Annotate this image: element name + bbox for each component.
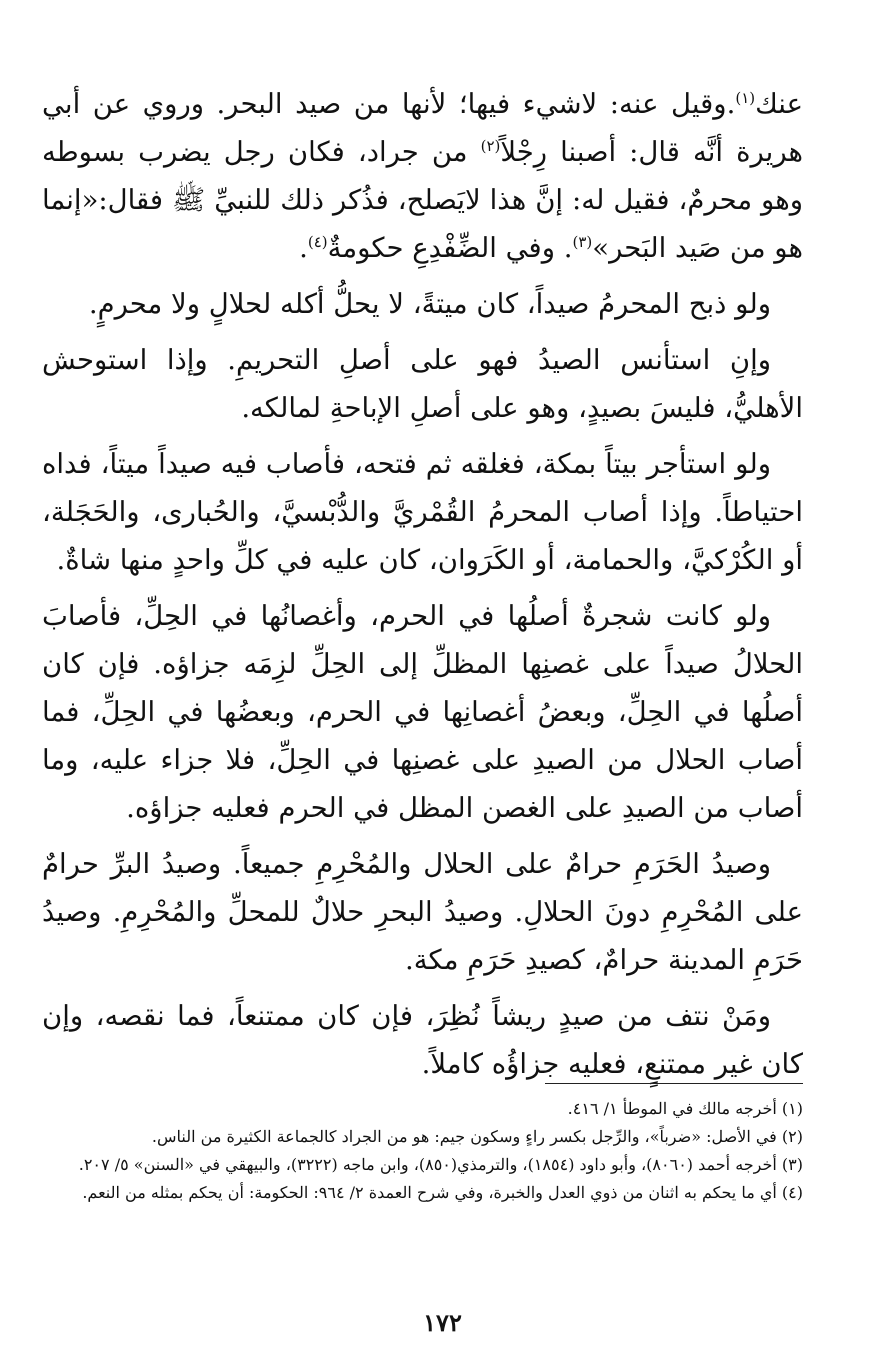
footnote-separator — [545, 1083, 803, 1084]
main-text — [42, 80, 803, 1096]
paragraph-7: ومَنْ نتف من صيدٍ ريشاً نُظِرَ، فإن كان ممتنعاً، فما نقصه، وإن كان غير ممتنعٍ، فعليه جزاؤُه كاملاً. — [42, 1000, 803, 1080]
text-run: من جراد، فكان رجل يضرب بسوطه وهو محرمٌ، فقيل له: إنَّ هذا لايَصلح، فذُكر ذلك للنبيِّ ﷺ فقال:«إنما هو من صَيد البَحر» — [42, 136, 803, 264]
footnotes — [42, 1095, 803, 1207]
paragraph-2: ولو ذبح المحرمُ صيداً، كان ميتةً، لا يحلُّ أكله لحلالٍ ولا محرمٍ. — [88, 288, 771, 320]
page-number: ١٧٢ — [423, 1308, 462, 1337]
text-run: . — [299, 232, 308, 264]
text-run: .وقيل عنه: لاشيء فيها؛ لأنها من صيد البحر. وروي عن أبي هريرة أنَّه قال: أصبنا رِجْلاً — [42, 88, 804, 168]
footnote-ref-1: (١) — [735, 89, 756, 107]
paragraph-1 — [42, 80, 803, 272]
footnote-1: (١) أخرجه مالك في الموطأ ١/ ٤١٦. — [567, 1099, 803, 1118]
footnote-ref-4: (٤) — [307, 233, 328, 251]
text-run: . وفي الضِّفْدِعِ حكومةٌ — [327, 232, 573, 264]
text-run: عنك — [755, 88, 803, 120]
paragraph-6: وصيدُ الحَرَمِ حرامٌ على الحلال والمُحْرِمِ جميعاً. وصيدُ البرِّ حرامٌ على المُحْرِمِ دونَ الحلالِ. وصيدُ البحرِ حلالٌ للمحلِّ والمُحْرِمِ. وصيدُ حَرَمِ المدينة حرامٌ، كصيدِ حَرَمِ مكة. — [42, 848, 803, 976]
paragraph-3: وإنِ استأنس الصيدُ فهو على أصلِ التحريمِ. وإذا استوحش الأهليُّ، فليسَ بصيدٍ، وهو على أصلِ الإباحةِ لمالكه. — [42, 344, 803, 424]
paragraph-5: ولو كانت شجرةٌ أصلُها في الحرم، وأغصانُها في الحِلِّ، فأصابَ الحلالُ صيداً على غصنِها المظلِّ إلى الحِلِّ لزِمَه جزاؤه. فإن كان أصلُها في الحِلِّ، وبعضُ أغصانِها في الحرم، وبعضُها في الحِلِّ، فما أصاب الحلال من الصيدِ على غصنِها في الحِلِّ، فلا جزاء عليه، وما أصاب من الصيدِ على الغصن المظل في الحرم فعليه جزاؤه. — [42, 600, 803, 824]
paragraph-4: ولو استأجر بيتاً بمكة، فغلقه ثم فتحه، فأصاب فيه صيداً ميتاً، فداه احتياطاً. وإذا أصاب المحرمُ القُمْريَّ والدُّبْسيَّ، والحُبارى، والحَجَلة، أو الكُرْكيَّ، والحمامة، أو الكَرَوان، كان عليه في كلِّ واحدٍ منها شاةٌ. — [42, 448, 803, 576]
footnote-2: (٢) في الأصل: «ضرباً»، والرِّجل بكسر راءٍ وسكون جيم: هو من الجراد كالجماعة الكثيرة من الناس. — [151, 1127, 803, 1146]
footnote-ref-2: (٢) — [480, 137, 501, 155]
footnote-ref-3: (٣) — [572, 233, 593, 251]
footnote-3: (٣) أخرجه أحمد (٨٠٦٠)، وأبو داود (١٨٥٤)، والترمذي(٨٥٠)، وابن ماجه (٣٢٢٢)، والبيهقي في «السنن» ٥/ ٢٠٧. — [78, 1155, 803, 1174]
footnote-4: (٤) أي ما يحكم به اثنان من ذوي العدل والخبرة، وفي شرح العمدة ٢/ ٩٦٤: الحكومة: أن يحكم بمثله من النعم. — [82, 1183, 803, 1202]
